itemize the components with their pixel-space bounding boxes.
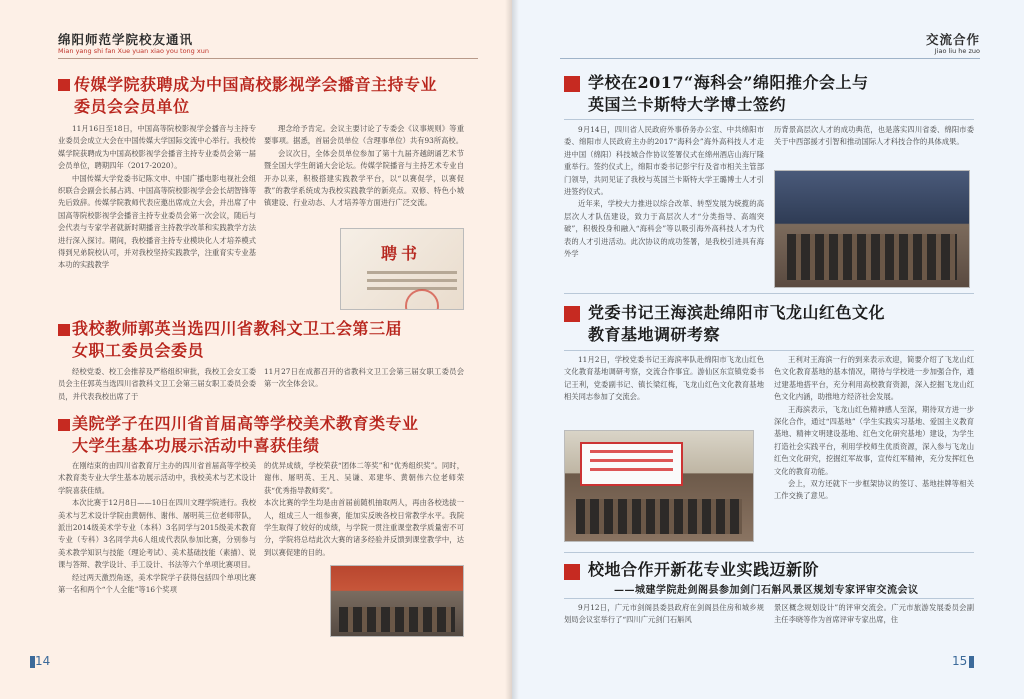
article-title xyxy=(72,413,472,457)
title-marker xyxy=(58,324,70,336)
page-number-text: 14 xyxy=(35,654,51,668)
divider xyxy=(564,350,974,351)
article-text: 的优异成绩，学校荣获“团体二等奖”和“优秀组织奖”。同时，谢伟、屠明英、王凡、吴谦、邓建华、黄朝伟六位老师荣获“优秀指导教师奖”。 本次比赛的学生均是由首届前随机抽取两人，再由各校选拔一人，组成三人一组参赛，能加实反映各校日常教学水平。我院学生取得了较好的成绩，与学院一贯注重课堂教学质量密不可分，学院将总结此次大赛的诸多经验并反馈到课堂教学中，达到以赛促建的目的。 xyxy=(264,461,464,557)
article-title xyxy=(72,318,472,362)
title-marker xyxy=(58,419,70,431)
divider xyxy=(564,598,974,599)
article-body-col2: 王利对王海滨一行的到来表示欢迎，简要介绍了飞龙山红色文化教育基地的基本情况，期待与学校进一步加强合作，通过建基地搭平台，充分利用高校教育资源，深入挖掘飞龙山红色文化内涵，助推地方经济社会发展。 王海滨表示，飞龙山红色精神感人至深，期待双方进一步深化合作，通过“四基地”（学生实践实习基地、爱国主义教育基地、精神文明建设基地、红色文化研究基地）建设，为学生打造社会实践平台，利用学校师生优质资源，深入参与飞龙山红色文化研究，挖掘红军故事，宣传红军精神，充分发挥红色文化的教育功能。 会上，双方还就下一步框架协议的签订、基地挂牌等相关工作交换了意见。 xyxy=(774,355,974,501)
article-body-col1: 11月2日，学校党委书记王海滨率队赴绵阳市飞龙山红色文化教育基地调研考察，交流合作事宜。游仙区东宣镇党委书记王利，党委副书记、镇长梁红梅，飞龙山红色文化教育基地相关同志参加了交流会。 xyxy=(564,355,764,402)
article-body-col1: 11月16日至18日，中国高等院校影视学会播音与主持专业委员会成立大会在中国传媒大学国际交流中心举行。我校传媒学院获聘成为中国高校影视学会播音主持专业委员会第一届会员单位，聘期四年（2017-2020）。 中国传媒大学党委书记陈文申、中国广播电影电视社会组织联合会副会长郝占鸿、中国高等院校影视学会会长胡智锋等先后致辞。传媒学院教师代表应邀出席成立大会，并出席了中国高等院校影视学会播音主持专业委员会第一次会议，随后与会代表与专家学者就新时期播音主持教学改革和实践教学方法进行深入探讨。期间，我校播音主持专业模块化人才培养模式得到兄弟院校认可，并对我校坚持实践教学，注重育实专业基本功的实践教学 xyxy=(58,124,256,270)
article-body-col2: 历背景高层次人才的成功典范，也是落实四川省委、绵阳市委关于中西部援才引智和推动国际人才科技合作的具体成果。 xyxy=(774,125,974,147)
people-figures xyxy=(339,607,455,632)
divider xyxy=(564,293,974,294)
article-title-line: 传媒学院获聘成为中国高校影视学会播音主持专业 xyxy=(74,75,438,94)
right-page xyxy=(512,0,1024,699)
section-pinyin: Jiao liu he zuo xyxy=(934,47,980,55)
title-marker xyxy=(564,564,580,580)
article-body-col2: 景区概念规划设计”的评审交流会。广元市旅游发展委员会副主任李晓等作为首席评审专家出席，住 xyxy=(774,603,974,625)
title-marker xyxy=(564,306,580,322)
certificate-photo xyxy=(340,228,464,310)
certificate-heading: 聘书 xyxy=(381,244,422,263)
article-title xyxy=(588,302,988,346)
article-text: 理念给予肯定。会议主要讨论了专委会《议事规则》等重要事项。据悉，首届会员单位（含理事单位）共有93所高校。 会议次日，全体会员单位参加了第十九届齐越朗诵艺术节暨全国大学生朗诵大会论坛。传媒学院播音与主持艺术专业自开办以来，积极搭建实践教学平台，以“以赛促学，以赛促教”的教学系统成为我校实践教学的新亮点。双修、特色小城镇建设、行业动态、人才培养等方面进行广泛交流。 xyxy=(264,124,464,208)
page-marker-icon xyxy=(969,656,974,668)
article-title-line: 教育基地调研考察 xyxy=(588,325,721,344)
page-number-left xyxy=(30,654,50,668)
article-title-line: 党委书记王海滨赴绵阳市飞龙山红色文化 xyxy=(588,303,886,322)
title-marker xyxy=(564,76,580,92)
people-figures xyxy=(576,499,741,534)
page-number-text: 15 xyxy=(952,654,968,668)
article-subtitle: ——城建学院赴剑阁县参加剑门石斛风景区规划专家评审交流会议 xyxy=(614,585,919,596)
magazine-pinyin: Mian yang shi fan Xue yuan xiao you tong xun xyxy=(58,47,209,55)
article-body-col1: 经校党委、校工会推荐及严格组织审批，我校工会女工委员会主任郭英当选四川省教科文卫工会第三届女职工委员会委员，并代表我校出席了于 xyxy=(58,367,256,401)
article-title-line: 大学生基本功展示活动中喜获佳绩 xyxy=(72,436,320,455)
title-marker xyxy=(58,79,70,91)
article-title-line: 委员会会员单位 xyxy=(74,97,190,116)
article-body-col2: 11月27日在成都召开的省教科文卫工会第三届女职工委员会第一次全体会议。 xyxy=(264,367,464,389)
divider xyxy=(564,119,974,120)
spine-shadow xyxy=(505,0,519,699)
article-body-col1: 9月12日，广元市剑阁县委县政府在剑阁县住房和城乡规划局会议室举行了“四川广元剑门石斛风 xyxy=(564,603,764,625)
meeting-photo xyxy=(564,430,754,542)
left-header xyxy=(58,33,478,59)
section-title: 交流合作 xyxy=(925,32,980,47)
article-title-line: 英国兰卡斯特大学博士签约 xyxy=(588,95,787,114)
signing-ceremony-photo xyxy=(774,170,970,288)
article-title-line: 校地合作开新花专业实践迈新阶 xyxy=(588,560,820,579)
people-figures xyxy=(787,234,958,280)
award-group-photo xyxy=(330,565,464,637)
magazine-title: 绵阳师范学院校友通讯 xyxy=(58,32,194,47)
article-title-line: 美院学子在四川省首届高等学校美术教育类专业 xyxy=(72,414,419,433)
exhibit-board xyxy=(580,442,683,486)
divider xyxy=(564,552,974,553)
article-title-line: 女职工委员会委员 xyxy=(72,341,205,360)
article-title xyxy=(74,74,474,118)
article-title xyxy=(588,559,998,581)
page-number-right xyxy=(952,654,974,668)
article-title-line: 我校教师郭英当选四川省教科文卫工会第三届 xyxy=(72,319,403,338)
article-title-line: 学校在2017“海科会”绵阳推介会上与 xyxy=(588,73,869,92)
right-header xyxy=(560,33,980,59)
article-body-col1: 9月14日，四川省人民政府外事侨务办公室、中共绵阳市委、绵阳市人民政府主办的2017“海科会”海外高科技人才走进中国（绵阳）科技城合作协议签署仪式在绵州酒店山海厅隆重举行。签约仪式上，绵阳市委书记彭宇行及省市相关主管部门领导，共同见证了我校与英国兰卡斯特大学王璐博士人才引进签约仪式。 近年来，学校大力推进以综合改革、转型发展为统揽的高层次人才队伍建设，致力于高层次人才“分类指导、高端突破”，积极投身和融入“海科会”等以吸引海外高科技人才为代表的人才引进活动。此次协议的成功签署，是我校引进具有海外学 xyxy=(564,125,764,259)
article-title xyxy=(588,72,988,116)
article-body-col1: 在刚结束的由四川省教育厅主办的四川省首届高等学校美术教育类专业大学生基本功展示活动中，我校美术与艺术设计学院喜获佳绩。 本次比赛于12月8日——10日在四川文理学院进行。我校美术与艺术设计学院由黄朝伟、谢伟、屠明英三位老师带队，派出2014级美术学专业（本科）3名同学与2015级美术教育专业（专科）3名同学共6人组成代表队参加比赛，分别参与美术教学知识与技能（理论考试）、美术基础技能（素描）、说课与答辩、教学设计、手工设计、书法等六个单项比赛项目。 经过两天激烈角逐，美术学院学子获得包括四个单项比赛第一名和两个“个人全能”等16个奖项 xyxy=(58,461,256,595)
